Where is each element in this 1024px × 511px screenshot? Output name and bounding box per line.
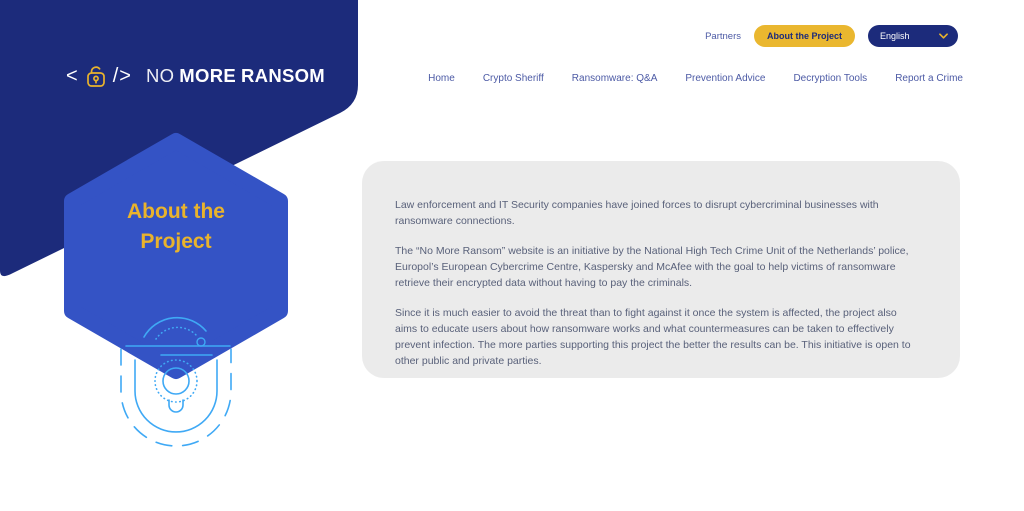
chevron-down-icon bbox=[939, 33, 948, 39]
nav-item-ransomware-qa[interactable]: Ransomware: Q&A bbox=[571, 73, 658, 84]
logo-wordmark bbox=[145, 64, 326, 86]
language-dropdown-value: English bbox=[880, 31, 910, 41]
partners-link[interactable]: Partners bbox=[705, 30, 741, 42]
utility-bar bbox=[705, 25, 958, 47]
logo-word-more: MORE bbox=[179, 64, 236, 86]
language-dropdown[interactable] bbox=[868, 25, 958, 47]
logo-bracket-left: < bbox=[66, 65, 79, 87]
logo-lock-icon bbox=[83, 63, 109, 89]
about-paragraph-3: Since it is much easier to avoid the threat than to fight against it once the system is affected, the project also aims to educate users about how ransomware works and what countermeasures can be taken to effectively prevent infection. The more parties supporting this project the better the results can be. This initiative is open to other public and private parties. bbox=[395, 307, 911, 367]
page-title-line-2: Project bbox=[140, 230, 212, 254]
logo[interactable] bbox=[66, 61, 325, 91]
nav-item-decryption-tools[interactable]: Decryption Tools bbox=[793, 73, 868, 84]
nav-item-crypto-sheriff[interactable]: Crypto Sheriff bbox=[482, 73, 544, 84]
about-paragraph-2: The “No More Ransom” website is an initiative by the National High Tech Crime Unit of the Netherlands’ police, Europol’s European Cybercrime Centre, Kaspersky and McAfee with the goal to help victims of ransomware retrieve their encrypted data without having to pay the criminals. bbox=[395, 245, 909, 289]
nav-item-home[interactable]: Home bbox=[428, 73, 455, 84]
page-title-line-1: About the bbox=[127, 200, 225, 223]
about-content-panel bbox=[362, 161, 960, 378]
logo-word-no: NO bbox=[145, 64, 175, 86]
about-paragraph-1: Law enforcement and IT Security companies have joined forces to disrupt cybercriminal businesses with ransomware connections. bbox=[395, 199, 879, 227]
logo-word-ransom: RANSOM bbox=[241, 64, 326, 86]
nav-item-prevention-advice[interactable]: Prevention Advice bbox=[685, 73, 766, 84]
about-project-button[interactable]: About the Project bbox=[754, 25, 855, 47]
nav-item-report-a-crime[interactable]: Report a Crime bbox=[895, 73, 963, 84]
logo-bracket-right: /> bbox=[112, 65, 132, 87]
page-title bbox=[76, 197, 276, 258]
main-navigation bbox=[428, 73, 963, 84]
